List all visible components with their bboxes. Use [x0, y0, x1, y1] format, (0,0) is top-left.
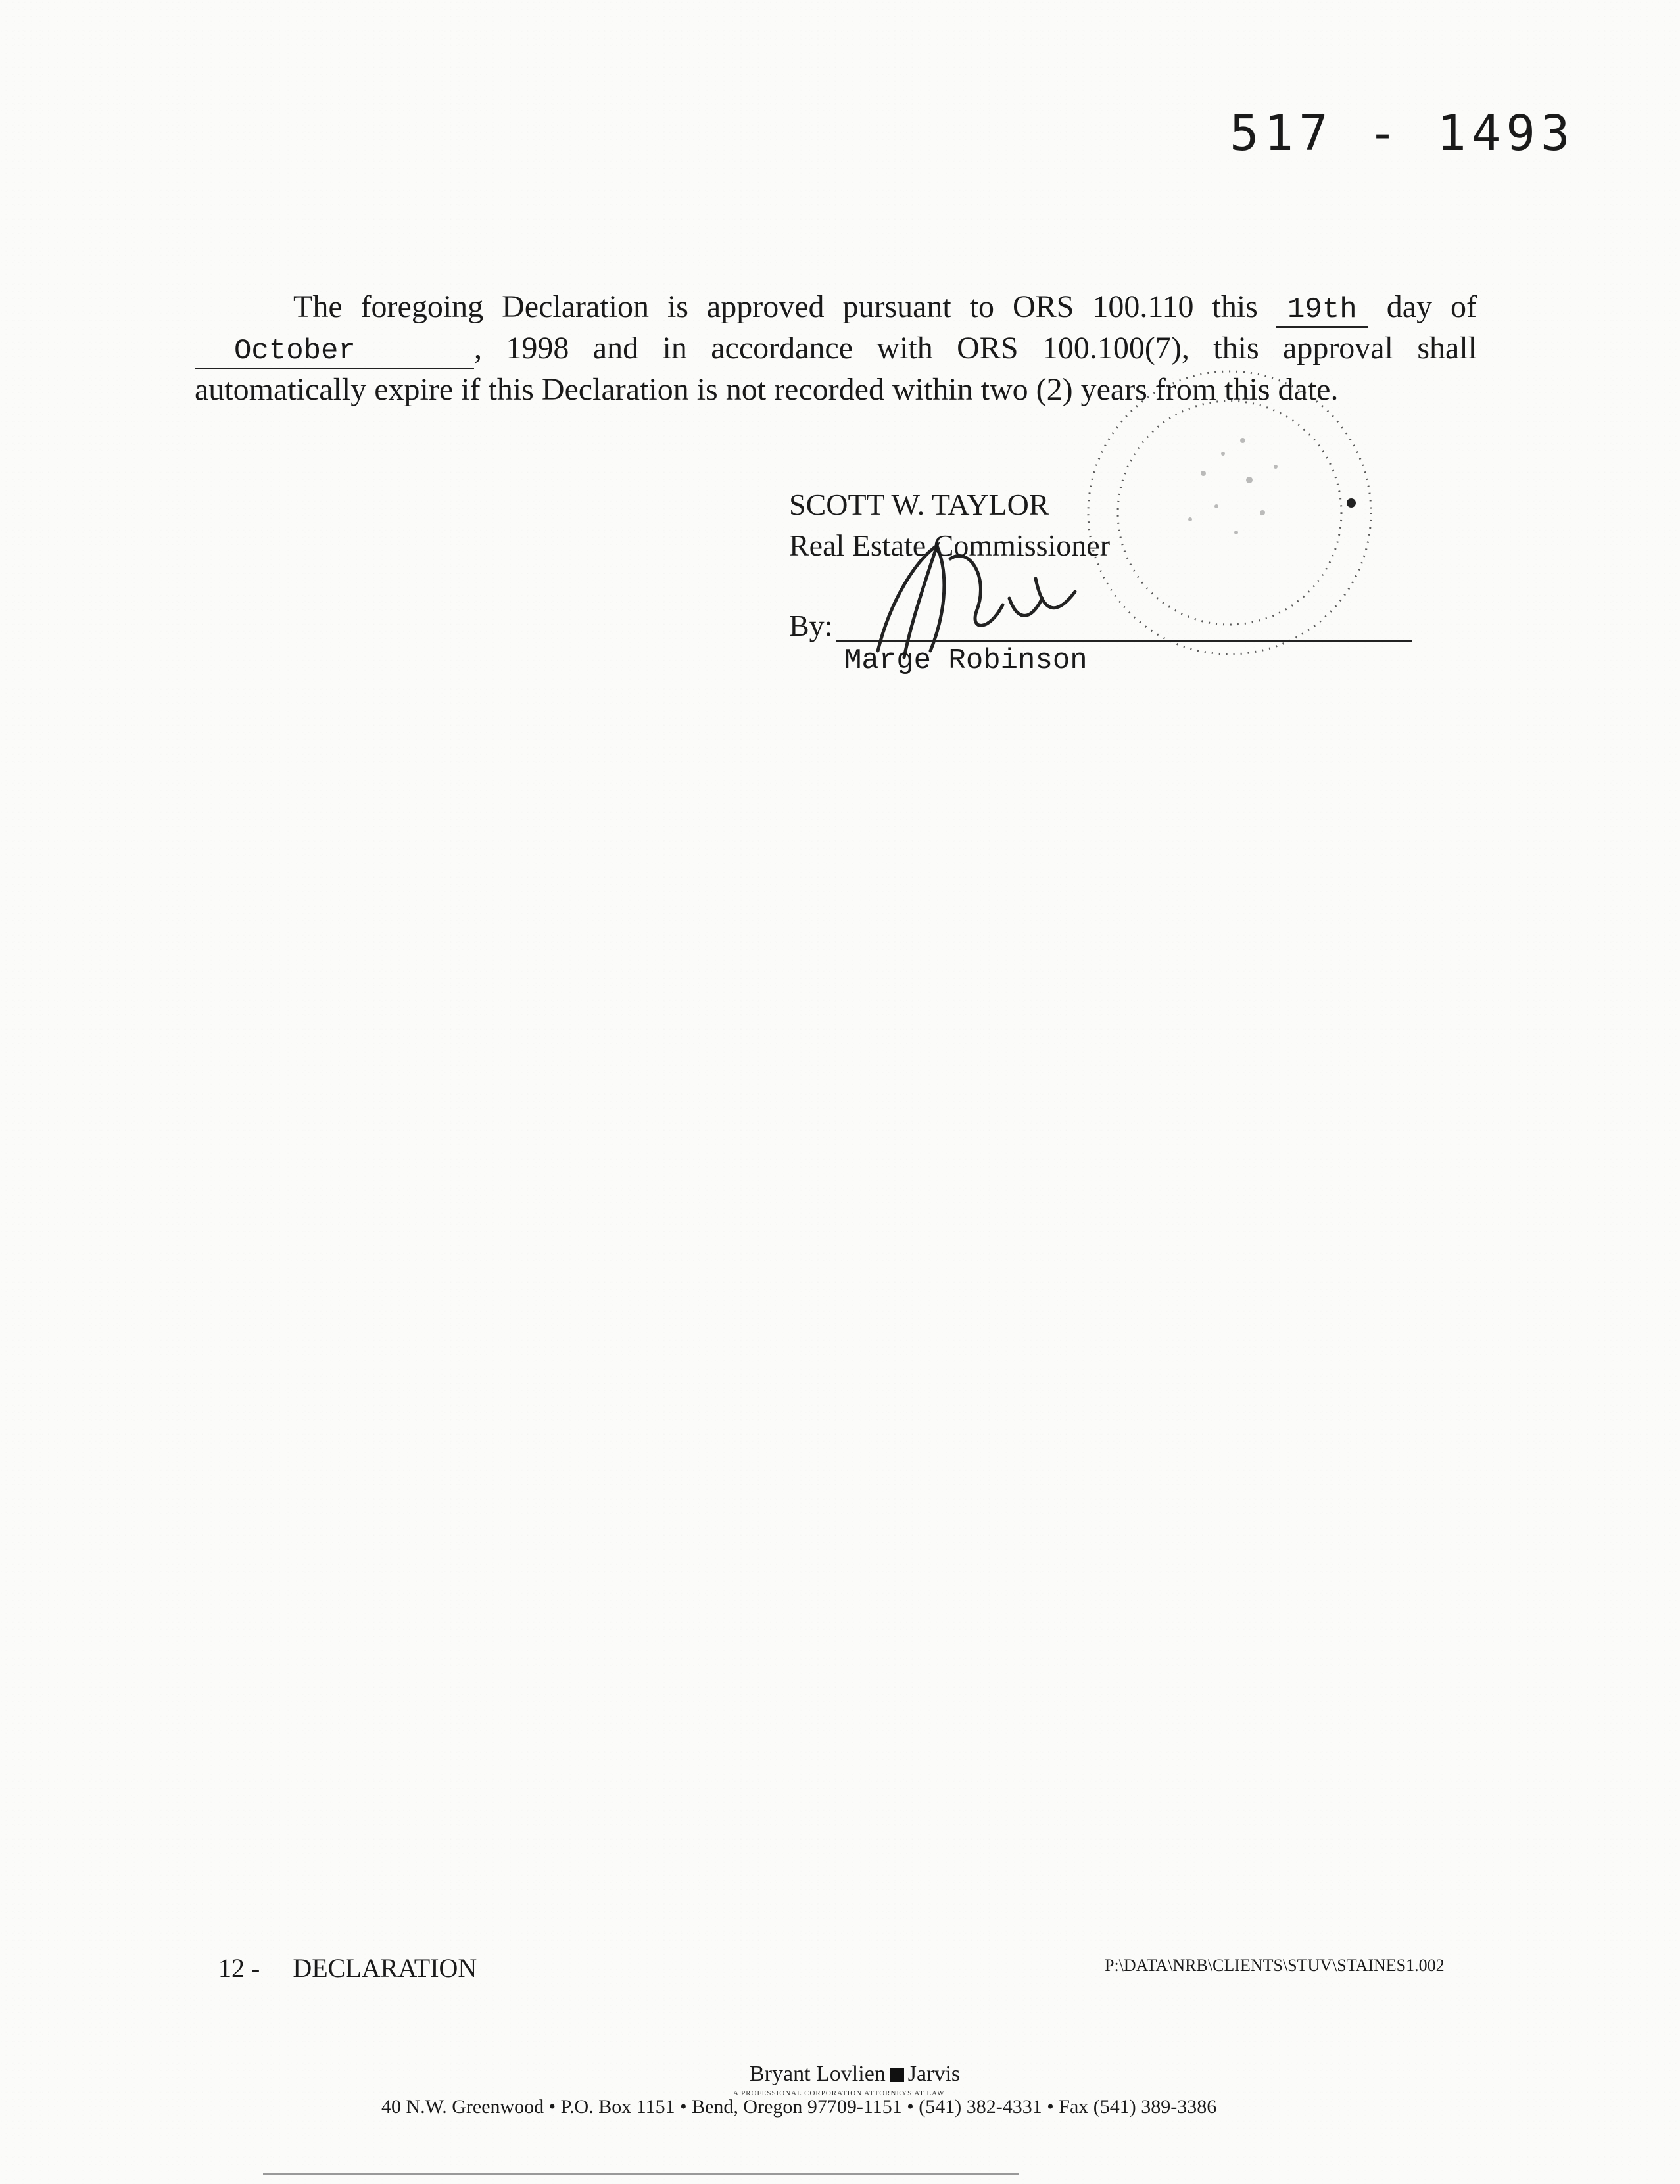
approval-paragraph [195, 287, 1477, 410]
page-footer-label [218, 1953, 477, 1983]
firm-name-part1: Bryant Lovlien [750, 2062, 886, 2086]
signature-line [836, 640, 1412, 642]
approval-day-of: day of [1386, 289, 1477, 324]
page-title: DECLARATION [293, 1953, 477, 1983]
recording-number: 517 - 1493 [1230, 105, 1575, 162]
approval-rest: , 1998 and in accordance with ORS 100.100(7), this approval shall automatically expire if this Declaration is not recorded within two (2) years from this date. [195, 331, 1477, 407]
file-path: P:\DATA\NRB\CLIENTS\STUV\STAINES1.002 [1105, 1956, 1445, 1975]
firm-address: 40 N.W. Greenwood • P.O. Box 1151 • Bend, Oregon 97709-1151 • (541) 382-4331 • Fax (541) 389-3386 [381, 2096, 1217, 2118]
by-label: By: [789, 609, 833, 642]
page-number: 12 - [218, 1953, 260, 1983]
firm-logo-mark [890, 2068, 904, 2082]
commissioner-name: SCOTT W. TAYLOR [789, 488, 1049, 521]
approval-intro: The foregoing Declaration is approved pursuant to ORS 100.110 this [293, 289, 1258, 324]
commissioner-title: Real Estate Commissioner [789, 529, 1111, 562]
bottom-rule [263, 2173, 1019, 2175]
firm-subtitle: A PROFESSIONAL CORPORATION ATTORNEYS AT LAW [733, 2089, 945, 2097]
firm-name-part2: Jarvis [907, 2062, 961, 2086]
month-blank: October [195, 335, 474, 369]
signer-typed-name: Marge Robinson [844, 644, 1088, 677]
signature-block [789, 483, 1414, 700]
law-firm-name [750, 2062, 960, 2087]
day-blank: 19th [1276, 293, 1368, 328]
